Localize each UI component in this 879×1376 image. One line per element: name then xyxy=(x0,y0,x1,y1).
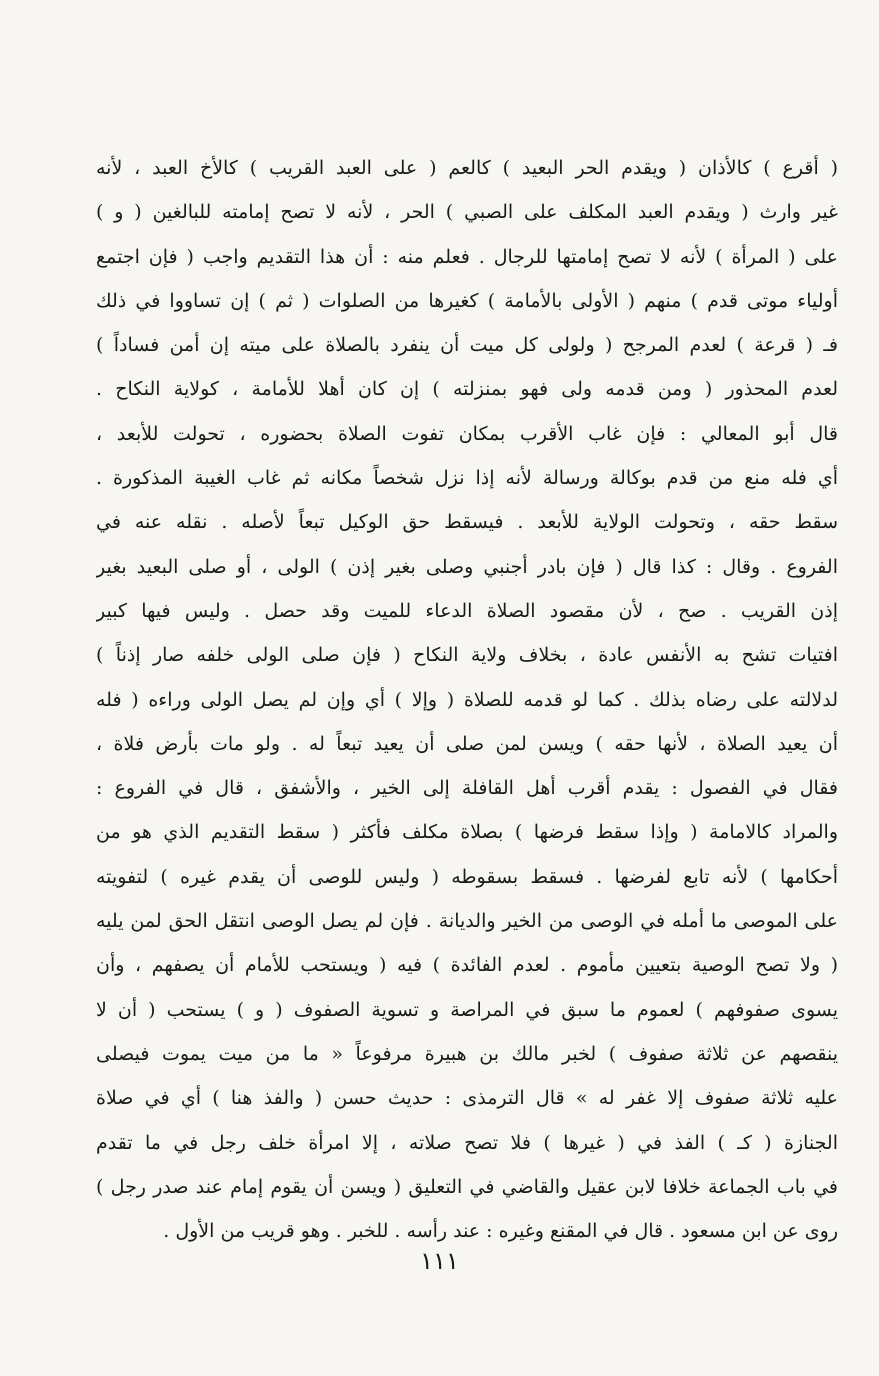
text-line-20: يسوى صفوفهم ) لعموم ما سبق في المراصة و تسوية الصفوف ( و ) يستحب ( أن لا xyxy=(96,998,838,1021)
text-line-6: لعدم المحذور ( ومن قدمه ولى فهو بمنزلته ) إن كان أهلا للأمامة ، كولاية النكاح . xyxy=(96,378,838,401)
page-number: ١١١ xyxy=(420,1247,459,1275)
text-line-8: أي فله منع من قدم بوكالة ورسالة لأنه إذا نزل شخصاً مكانه ثم غاب الغيبة المذكورة . xyxy=(96,467,838,490)
text-line-23: الجنازة ( كـ ) الفذ في ( غيرها ) فلا تصح صلاته ، إلا امرأة خلف رجل في ما تقدم xyxy=(96,1131,838,1154)
text-line-22: عليه ثلاثة صفوف إلا غفر له » قال الترمذى : حديث حسن ( والفذ هنا ) أي في صلاة xyxy=(96,1087,838,1110)
text-line-11: إذن القريب . صح ، لأن مقصود الصلاة الدعاء للميت وقد حصل . وليس فيها كبير xyxy=(96,599,838,622)
text-line-1: ( أقرع ) كالأذان ( ويقدم الحر البعيد ) كالعم ( على العبد القريب ) كالأخ العبد ، لأنه xyxy=(96,157,838,179)
text-line-21: ينقصهم عن ثلاثة صفوف ) لخبر مالك بن هبيرة مرفوعاً « ما من ميت يموت فيصلى xyxy=(96,1042,838,1065)
text-line-13: لدلالته على رضاه بذلك . كما لو قدمه للصلاة ( وإلا ) أي وإن لم يصل الولى وراءه ( فله xyxy=(96,688,838,711)
text-line-15: فقال في الفصول : يقدم أقرب أهل القافلة إلى الخير ، والأشفق ، قال في الفروع : xyxy=(96,777,838,800)
text-line-19: ( ولا تصح الوصية بتعيين مأموم . لعدم الفائدة ) فيه ( ويستحب للأمام أن يصفهم ، وأن xyxy=(96,954,838,977)
text-line-9: سقط حقه ، وتحولت الولاية للأبعد . فيسقط حق الوكيل تبعاً لأصله . نقله عنه في xyxy=(96,511,838,534)
text-line-10: الفروع . وقال : كذا قال ( فإن بادر أجنبي وصلى بغير إذن ) الولى ، أو صلى البعيد بغير xyxy=(96,555,838,578)
text-line-4: أولياء موتى قدم ) منهم ( الأولى بالأمامة ) كغيرها من الصلوات ( ثم ) إن تساووا في ذلك xyxy=(96,289,838,312)
text-line-17: أحكامها ) لأنه تابع لفرضها . فسقط بسقوطه ( وليس للوصى أن يقدم غيره ) لتفويته xyxy=(96,865,838,888)
main-text-block xyxy=(96,146,838,1253)
text-line-3: على ( المرأة ) لأنه لا تصح إمامتها للرجال . فعلم منه : أن هذا التقديم واجب ( فإن اجتمع xyxy=(96,245,838,268)
text-line-5: فـ ( قرعة ) لعدم المرجح ( ولولى كل ميت أن ينفرد بالصلاة على ميته إن أمن فساداً ) xyxy=(96,334,838,357)
text-line-18: على الموصى ما أمله في الوصى من الخير والديانة . فإن لم يصل الوصى انتقل الحق لمن يليه xyxy=(96,910,838,933)
text-line-24: في باب الجماعة خلافا لابن عقيل والقاضي في التعليق ( ويسن أن يقوم إمام عند صدر رجل ) xyxy=(96,1175,838,1198)
text-line-16: والمراد كالامامة ( وإذا سقط فرضها ) بصلاة مكلف فأكثر ( سقط التقديم الذي هو من xyxy=(96,821,838,844)
text-line-12: افتيات تشح به الأنفس عادة ، بخلاف ولاية النكاح ( فإن صلى الولى خلفه صار إذناً ) xyxy=(96,644,838,667)
text-line-25: روى عن ابن مسعود . قال في المقنع وغيره : عند رأسه . للخبر . وهو قريب من الأول . xyxy=(163,1220,838,1243)
text-line-7: قال أبو المعالي : فإن غاب الأقرب بمكان تفوت الصلاة بحضوره ، تحولت للأبعد ، xyxy=(96,422,838,445)
text-line-14: أن يعيد الصلاة ، لأنها حقه ) ويسن لمن صلى أن يعيد تبعاً له . ولو مات بأرض فلاة ، xyxy=(96,732,838,755)
text-line-2: غير وارث ( ويقدم العبد المكلف على الصبي ) الحر ، لأنه لا تصح إمامته للبالغين ( و ) xyxy=(96,201,838,224)
